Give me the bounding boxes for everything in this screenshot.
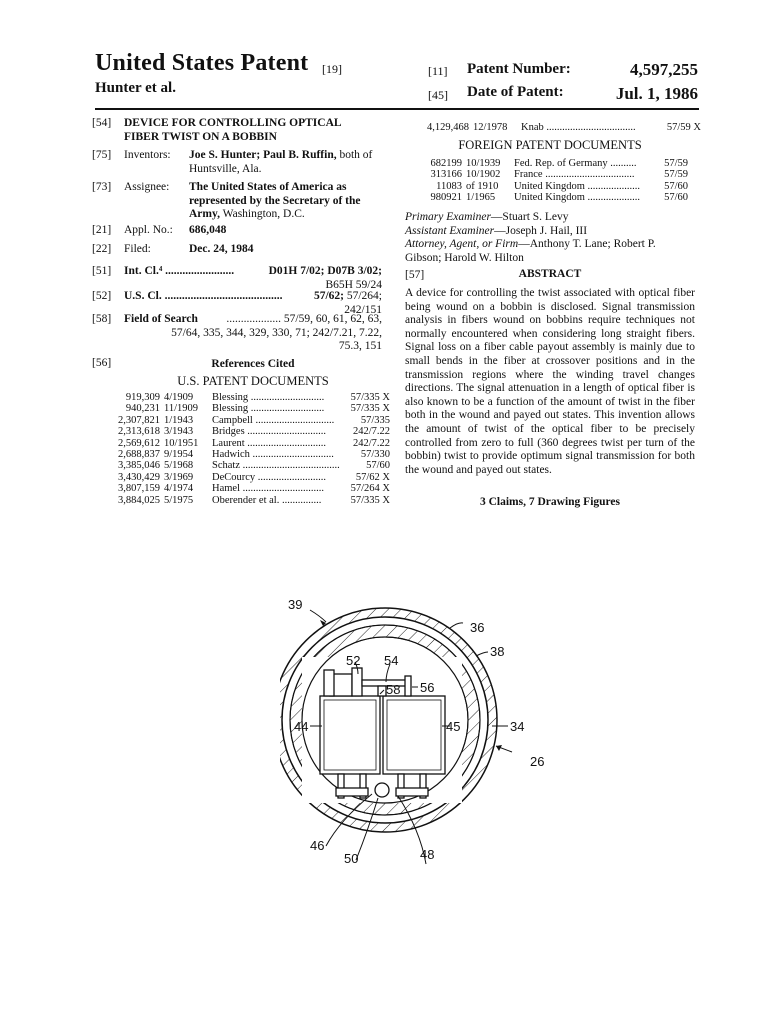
field-label: Field of Search [124,313,198,325]
ref-name-text: Blessing [212,403,249,415]
foreign-date: 10/1939 [466,158,501,169]
ref-name [212,472,340,483]
assignee-line3a: Army, [189,208,220,221]
inventors-names: Joe S. Hunter; Paul B. Ruffin, [189,149,337,161]
ref-number: 3,807,159 [118,483,160,495]
foreign-date: 10/1902 [466,169,501,181]
table-row [413,192,688,203]
ref-dots: .............................. [244,426,327,438]
ref-class: 57/335 X [350,494,390,506]
table-row [104,403,390,414]
label-45: 45 [446,719,461,734]
ref-dots: ............... [279,494,322,506]
table-row [413,122,701,133]
foreign-references-table [413,158,688,204]
uscl-line1a: 57/62; [313,290,344,302]
uscl-code: [52] [92,290,112,302]
table-row [413,181,688,192]
ref-class: 57/335 X [350,403,390,415]
assignee-code: [73] [92,181,112,193]
ref-dots: ............................... [249,449,334,461]
ref-number: 3,884,025 [118,494,160,506]
guide-50 [375,783,389,797]
patent-number: 4,597,255 [630,60,698,79]
table-row [104,415,390,426]
label-54: 54 [384,653,399,668]
ref-class: 57/335 X [350,392,390,403]
field-line1: ................... 57/59, 60, 61, 62, 63, [226,313,382,325]
field-code: [58] [92,313,112,325]
label-52: 52 [346,653,361,668]
examiners [405,211,697,265]
ref-name [212,460,340,471]
table-row [104,392,390,403]
label-56: 56 [420,680,435,695]
foreign-number: 313166 [430,169,462,181]
assistant-examiner: —Joseph J. Hail, III [494,224,588,237]
ref-date: 3/1969 [164,471,194,483]
ref-number: 2,313,618 [118,426,160,438]
label-34: 34 [510,719,525,734]
table-row [104,426,390,437]
foreign-class: 57/60 [664,180,688,192]
table-row [104,449,390,460]
filed-value: Dec. 24, 1984 [189,243,254,255]
ref-class: 57/335 [360,414,390,426]
label-46: 46 [310,838,325,853]
ref-name [212,438,340,449]
ref-date: 11/1909 [164,403,199,415]
ref-name-text: Blessing [212,392,249,403]
patent-date: Jul. 1, 1986 [615,84,698,103]
ref-dots: .............................. [244,437,327,449]
table-row [413,169,688,180]
date-label: Date of Patent: [467,84,564,100]
inventors-code: [75] [92,149,112,161]
appl-code: [21] [92,224,112,236]
label-39: 39 [288,597,303,612]
intcl-code: [51] [92,265,112,277]
label-36: 36 [470,620,485,635]
title-code: [19] [322,62,342,76]
spool-44 [320,696,380,774]
table-row [104,483,390,494]
uscl-line1b: 57/264; [343,290,382,302]
ref-name-text: Hadwich [212,449,250,461]
field-line3: 75.3, 151 [338,340,382,353]
ref-name [212,449,340,460]
foreign-dots: .................... [584,192,640,204]
table-row [104,472,390,483]
ref-number: 919,309 [125,392,160,403]
invention-title-line2: FIBER TWIST ON A BOBBIN [124,130,277,143]
ref-date: 5/1968 [164,460,194,472]
intcl-line2: B65H 59/24 [325,278,382,291]
date-code: [45] [428,88,448,102]
foreign-country-text: United Kingdom [514,192,585,204]
ref-name-text: Campbell [212,414,253,426]
ref-name-text: DeCourcy [212,471,256,483]
field-of-search [124,313,382,354]
ref-name [212,392,340,403]
assignee-line2: represented by the Secretary of the [189,194,361,207]
invention-title-line1: DEVICE FOR CONTROLLING OPTICAL [124,117,342,129]
spool-45 [383,696,445,774]
claims-count: 3 Claims, 7 Drawing Figures [479,496,621,508]
assistant-examiner-label: Assistant Examiner [405,224,495,237]
ref-dots: ..................................... [240,460,340,472]
bobbin-drawing [280,590,570,880]
ref-name-text: Schatz [212,460,240,472]
inventors-value [189,149,372,176]
ref-class: 57/59 X [666,122,701,133]
patent-number-code: [11] [428,64,448,78]
ref-date: 5/1975 [164,494,194,506]
ref-name [212,415,340,426]
table-row [104,495,390,506]
refs-heading: References Cited [211,358,295,370]
ref-name-text: Knab [521,122,544,133]
ref-number: 3,430,429 [118,471,160,483]
header-rule [95,108,699,110]
ref-dots: ............................ [248,392,325,403]
table-row [413,158,688,169]
foreign-dots: .......... [607,158,637,169]
abstract-text: A device for controlling the twist associated with optical fiber being wound on a bobbin is disclosed. Signal transmission analysis in fibers wound on bobbins require techniques not normally encountered when considering long straight fibers. Signal loss on a fiber cable payout assembly is mainly due to small bends in the fiber at crossover positions and in the transmission regions where the winding travel changes directions. The signal attenuation in a length of optical fiber is also known to be a function of the amount of twist in the fiber both in the wound and payed out states. This invention allows the amount of twist of the optical fiber to be precisely controlled from zero to full (360 degrees twist per turn of the bobbin) twist to provide optimum signal transmission for both the wound and payed out states. [405,287,695,476]
ref-name [521,122,651,133]
ref-name-text: Laurent [212,437,245,449]
primary-examiner: —Stuart S. Levy [490,211,569,223]
table-row [104,438,390,449]
ref-date: 4/1974 [164,483,194,495]
uscl-label: U.S. Cl. ......................................... [124,290,283,302]
label-44: 44 [294,719,309,734]
foreign-country-text: France [514,169,543,181]
ref-date: 12/1978 [473,122,508,133]
continued-reference [413,122,701,133]
appl-label: Appl. No.: [124,224,173,236]
authors: Hunter et al. [95,80,176,96]
attorney: —Anthony T. Lane; Robert P. [518,238,656,251]
foreign-country [514,192,654,203]
ref-date: 10/1951 [164,437,199,449]
uscl-line2: 242/151 [344,303,382,316]
foreign-class: 57/59 [664,169,688,181]
ref-class: 57/330 [360,449,390,461]
assignee-value [189,181,361,222]
label-38: 38 [490,644,505,659]
foreign-heading: FOREIGN PATENT DOCUMENTS [458,138,642,152]
field-line2: 57/64, 335, 344, 329, 330, 71; 242/7.21, 7.22, [171,326,382,339]
ref-dots: ............................ [248,403,325,415]
ref-number: 3,385,046 [118,460,160,472]
foreign-date: of 1910 [466,180,499,192]
foreign-class: 57/59 [664,158,688,169]
ref-date: 3/1943 [164,426,194,438]
ref-name-text: Oberender et al. [212,494,280,506]
ref-name-text: Bridges [212,426,245,438]
foreign-number: 980921 [430,192,462,204]
foreign-country [514,181,654,192]
abstract-heading: ABSTRACT [518,268,582,280]
foreign-country [514,158,654,169]
appl-value: 686,048 [189,224,227,236]
foreign-number: 682199 [430,158,462,169]
ref-number: 940,231 [125,403,160,415]
ref-class: 57/60 [366,460,390,472]
ref-dots: .................................. [543,122,636,133]
ref-name [212,403,340,414]
ref-number: 2,307,821 [118,414,160,426]
ref-dots: ............................... [240,483,324,495]
inventors-rest: both of [336,149,373,161]
foreign-class: 57/60 [664,192,688,204]
ref-name-text: Hamel [212,483,240,495]
filed-code: [22] [92,243,112,255]
ref-class: 242/7.22 [352,437,390,449]
ref-date: 4/1909 [164,392,194,403]
intcl-value [124,265,382,292]
ref-dots: .......................... [255,471,327,483]
ref-date: 1/1943 [164,414,194,426]
foreign-number: 11083 [436,180,462,192]
ref-number: 2,688,837 [118,449,160,461]
title-code-54: [54] [92,117,112,129]
ref-class: 57/264 X [350,483,390,495]
foreign-country-text: United Kingdom [514,180,585,192]
foreign-dots: .................... [584,180,640,192]
label-48: 48 [420,847,435,862]
intcl-label: Int. Cl.⁴ ........................ [124,265,235,277]
primary-examiner-label: Primary Examiner [405,211,491,223]
label-26: 26 [530,754,545,769]
patent-office-title: United States Patent [95,50,309,76]
ref-name [212,483,340,494]
invention-title [124,117,342,144]
label-58: 58 [386,682,401,697]
assignee-label: Assignee: [124,181,170,193]
ref-number: 4,129,468 [427,122,469,133]
ref-name [212,426,340,437]
table-row [104,460,390,471]
patent-number-label: Patent Number: [467,61,571,77]
foreign-country-text: Fed. Rep. of Germany [514,158,608,169]
filed-label: Filed: [124,243,151,255]
ref-number: 2,569,612 [118,437,160,449]
assignee-line1: The United States of America as [189,181,347,193]
inventors-city: Huntsville, Ala. [189,162,262,175]
attorney-line2: Gibson; Harold W. Hilton [405,251,524,264]
ref-dots: .............................. [252,414,335,426]
us-references-table [104,392,390,506]
abstract-code: [57] [405,269,425,281]
intcl-line1: D01H 7/02; D07B 3/02; [268,265,382,277]
attorney-label: Attorney, Agent, or Firm [405,238,519,251]
ref-name [212,495,340,506]
inventors-label: Inventors: [124,149,171,161]
foreign-country [514,169,654,180]
ref-class: 57/62 X [355,471,390,483]
refs-subheading: U.S. PATENT DOCUMENTS [177,374,329,388]
assignee-line3b: Washington, D.C. [219,208,305,221]
ref-class: 242/7.22 [352,426,390,438]
foreign-dots: .................................. [542,169,635,181]
foreign-date: 1/1965 [466,192,496,204]
refs-code: [56] [92,357,112,369]
label-50: 50 [344,851,359,866]
ref-date: 9/1954 [164,449,194,461]
